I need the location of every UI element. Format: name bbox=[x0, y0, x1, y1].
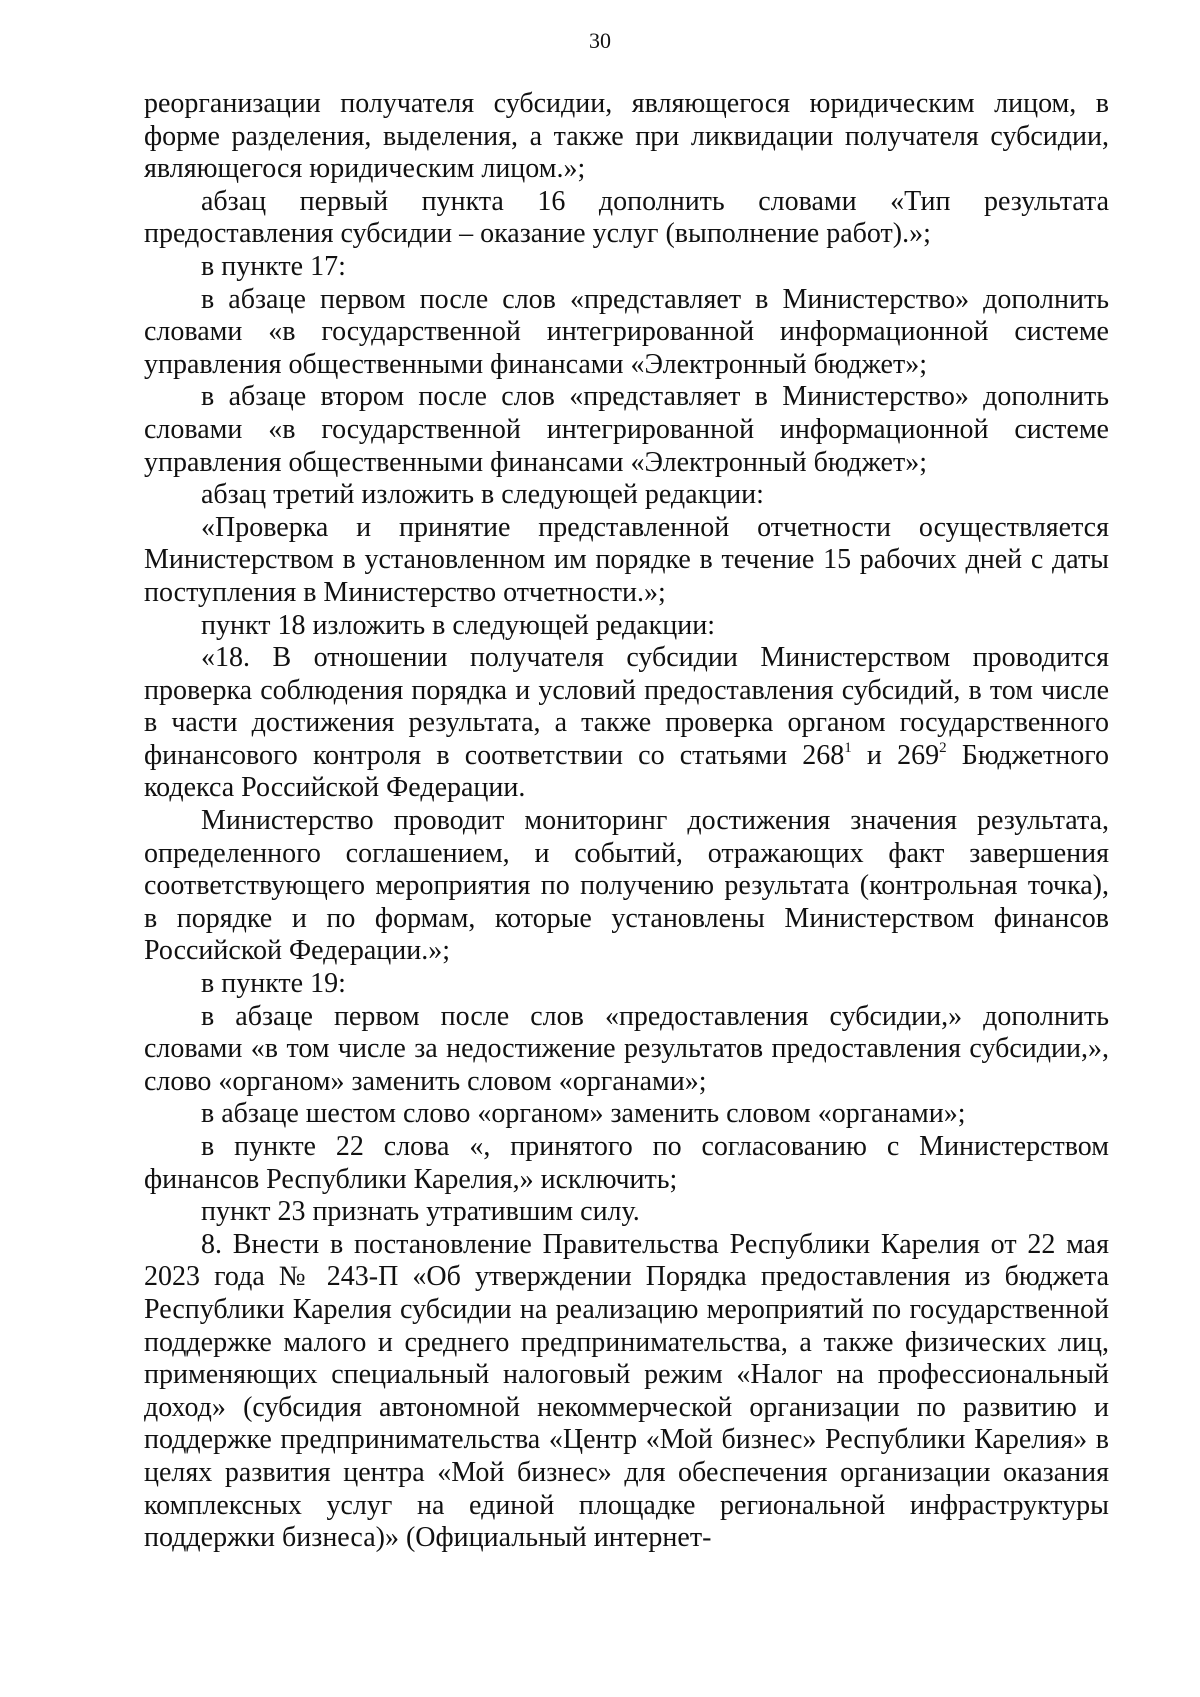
footnote-superscript: 2 bbox=[939, 739, 947, 756]
paragraph: в абзаце втором после слов «представляет в Министерство» дополнить словами «в государственной интегрированной информационной системе управления общественными финансами «Электронный бюджет»; bbox=[144, 381, 1109, 478]
paragraph: 8. Внести в постановление Правительства Республики Карелия от 22 мая 2023 года № 243-П «Об утверждении Порядка предоставления из бюджета Республики Карелия субсидии на реализацию мероприятий по государственной поддержке малого и среднего предпринимательства, а также физических лиц, применяющих специальный налоговый режим «Налог на профессиональный доход» (субсидия автономной некоммерческой организации по развитию и поддержке предпринимательства «Центр «Мой бизнес» Республики Карелия» в целях развития центра «Мой бизнес» для обеспечения организации оказания комплексных услуг на единой площадке региональной инфраструктуры поддержки бизнеса)» (Официальный интернет- bbox=[144, 1228, 1109, 1554]
paragraph: в абзаце первом после слов «представляет в Министерство» дополнить словами «в государственной интегрированной информационной системе управления общественными финансами «Электронный бюджет»; bbox=[144, 283, 1109, 380]
paragraph: реорганизации получателя субсидии, являющегося юридическим лицом, в форме разделения, выделения, а также при ликвидации получателя субсидии, являющегося юридическим лицом.»; bbox=[144, 88, 1109, 185]
paragraph: Министерство проводит мониторинг достижения значения результата, определенного соглашением, и событий, отражающих факт завершения соответствующего мероприятия по получению результата (контрольная точка), в порядке и по формам, которые установлены Министерством финансов Российской Федерации.»; bbox=[144, 805, 1109, 967]
paragraph: в пункте 17: bbox=[201, 250, 346, 282]
paragraph: в пункте 19: bbox=[201, 968, 346, 1000]
footnote-superscript: 1 bbox=[844, 739, 852, 756]
paragraph: пункт 23 признать утратившим силу. bbox=[201, 1196, 640, 1228]
paragraph bbox=[144, 642, 1109, 805]
paragraph-text-segment: Бюджетного кодекса Российской Федерации. bbox=[144, 739, 1110, 804]
paragraph: абзац третий изложить в следующей редакции: bbox=[201, 479, 764, 511]
paragraph-text-segment: и 269 bbox=[851, 739, 940, 771]
paragraph-text-segment: «18. В отношении получателя субсидии Министерством проводится проверка соблюдения порядка и условий предоставления субсидий, в том числе в части достижения результата, а также проверка органом государственного финансового контроля в соответствии со статьями 268 bbox=[144, 642, 1109, 771]
paragraph: пункт 18 изложить в следующей редакции: bbox=[201, 609, 715, 641]
paragraph: «Проверка и принятие представленной отчетности осуществляется Министерством в установленном им порядке в течение 15 рабочих дней с даты поступления в Министерство отчетности.»; bbox=[144, 511, 1109, 608]
paragraph: в пункте 22 слова «, принятого по согласованию с Министерством финансов Республики Карелия,» исключить; bbox=[144, 1131, 1109, 1195]
page-number: 30 bbox=[589, 28, 611, 53]
paragraph: в абзаце первом после слов «предоставления субсидии,» дополнить словами «в том числе за недостижение результатов предоставления субсидии,», слово «органом» заменить словом «органами»; bbox=[144, 1000, 1109, 1097]
paragraph: в абзаце шестом слово «органом» заменить словом «органами»; bbox=[201, 1098, 966, 1130]
document-body bbox=[144, 88, 1109, 1555]
paragraph: абзац первый пункта 16 дополнить словами «Тип результата предоставления субсидии – оказание услуг (выполнение работ).»; bbox=[144, 185, 1109, 250]
